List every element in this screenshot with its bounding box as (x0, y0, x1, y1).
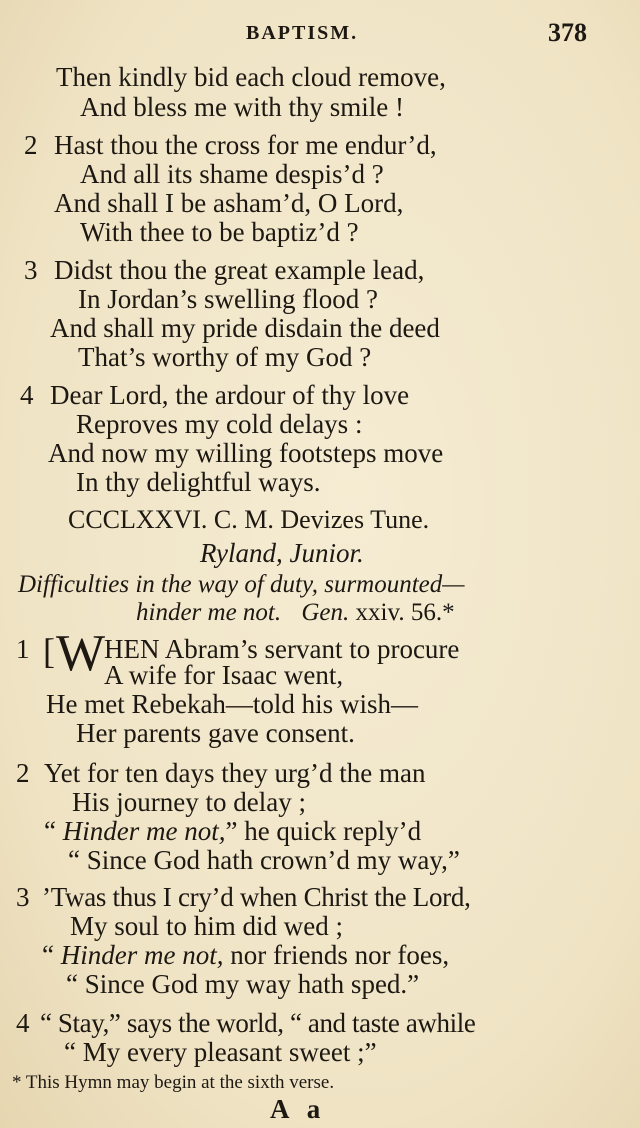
verse-line: In thy delightful ways. (76, 467, 321, 497)
footnote: * This Hymn may begin at the sixth verse. (12, 1072, 335, 1093)
verse-line: ’Twas thus I cry’d when Christ the Lord, (42, 882, 471, 912)
running-title: BAPTISM. (246, 22, 359, 44)
stanza-number: 3 (16, 882, 30, 912)
verse-line: That’s worthy of my God ? (78, 342, 372, 372)
verse-line: He met Rebekah—told his wish— (46, 689, 418, 719)
verse-line: “ My every pleasant sweet ;” (64, 1037, 377, 1067)
open-quote: “ (42, 940, 54, 970)
verse-line: And all its shame despis’d ? (80, 159, 384, 189)
verse-line: And shall I be asham’d, O Lord, (54, 188, 404, 218)
page-number: 378 (548, 18, 587, 47)
verse-line: Then kindly bid each cloud remove, (56, 62, 446, 92)
emphasis: Hinder me not, (62, 816, 226, 846)
verse-line: Her parents gave consent. (76, 718, 355, 748)
open-quote: “ (44, 816, 56, 846)
hymn-heading: CCCLXXVI. C. M. Devizes Tune. (68, 505, 430, 534)
stanza-number: 2 (24, 130, 38, 160)
verse-line: And bless me with thy smile ! (80, 92, 404, 122)
stanza-number: 1 (16, 634, 30, 664)
verse-line: In Jordan’s swelling flood ? (78, 284, 378, 314)
stanza-number: 2 (16, 758, 30, 788)
verse-line: His journey to delay ; (72, 787, 306, 817)
verse-line: Yet for ten days they urg’d the man (44, 758, 426, 788)
verse-line: And now my willing footsteps move (48, 438, 444, 468)
verse-line: “ Since God hath crown’d my way,” (68, 845, 460, 875)
hymn-author: Ryland, Junior. (200, 538, 364, 568)
drop-cap: W (56, 625, 106, 682)
verse-line: Dear Lord, the ardour of thy love (50, 380, 410, 410)
stanza-number: 3 (24, 255, 38, 285)
stanza-number: 4 (20, 380, 34, 410)
verse-line: And shall my pride disdain the deed (50, 313, 440, 343)
verse-line: Didst thou the great example lead, (54, 255, 425, 285)
verse-line: Reproves my cold delays : (76, 409, 363, 439)
verse-line: My soul to him did wed ; (70, 911, 344, 941)
scripture-book: Gen. (301, 599, 350, 626)
verse-line: With thee to be baptiz’d ? (80, 217, 359, 247)
verse-line: Hast thou the cross for me endur’d, (54, 130, 437, 160)
bracket: [ (43, 631, 55, 671)
verse-line: A wife for Isaac went, (104, 660, 344, 690)
verse-line (44, 816, 421, 846)
verse-line (42, 940, 449, 970)
scripture-reference: xxiv. 56.* (355, 599, 455, 626)
emphasis: Hinder me not, (60, 940, 224, 970)
hymn-subject-line-2 (136, 598, 455, 628)
stanza-number: 4 (16, 1008, 30, 1038)
verse-line: “ Stay,” says the world, “ and taste awhile (40, 1008, 476, 1038)
verse-text: nor friends nor foes, (230, 940, 450, 970)
signature-mark: A a (270, 1094, 327, 1124)
verse-text: ” he quick reply’d (225, 816, 422, 846)
verse-line: HEN Abram’s servant to procure (104, 634, 460, 664)
verse-line: “ Since God my way hath sped.” (66, 969, 420, 999)
hymn-subject: Difficulties in the way of duty, surmounted— (18, 571, 465, 598)
hymn-subject-phrase: hinder me not. (136, 599, 282, 626)
